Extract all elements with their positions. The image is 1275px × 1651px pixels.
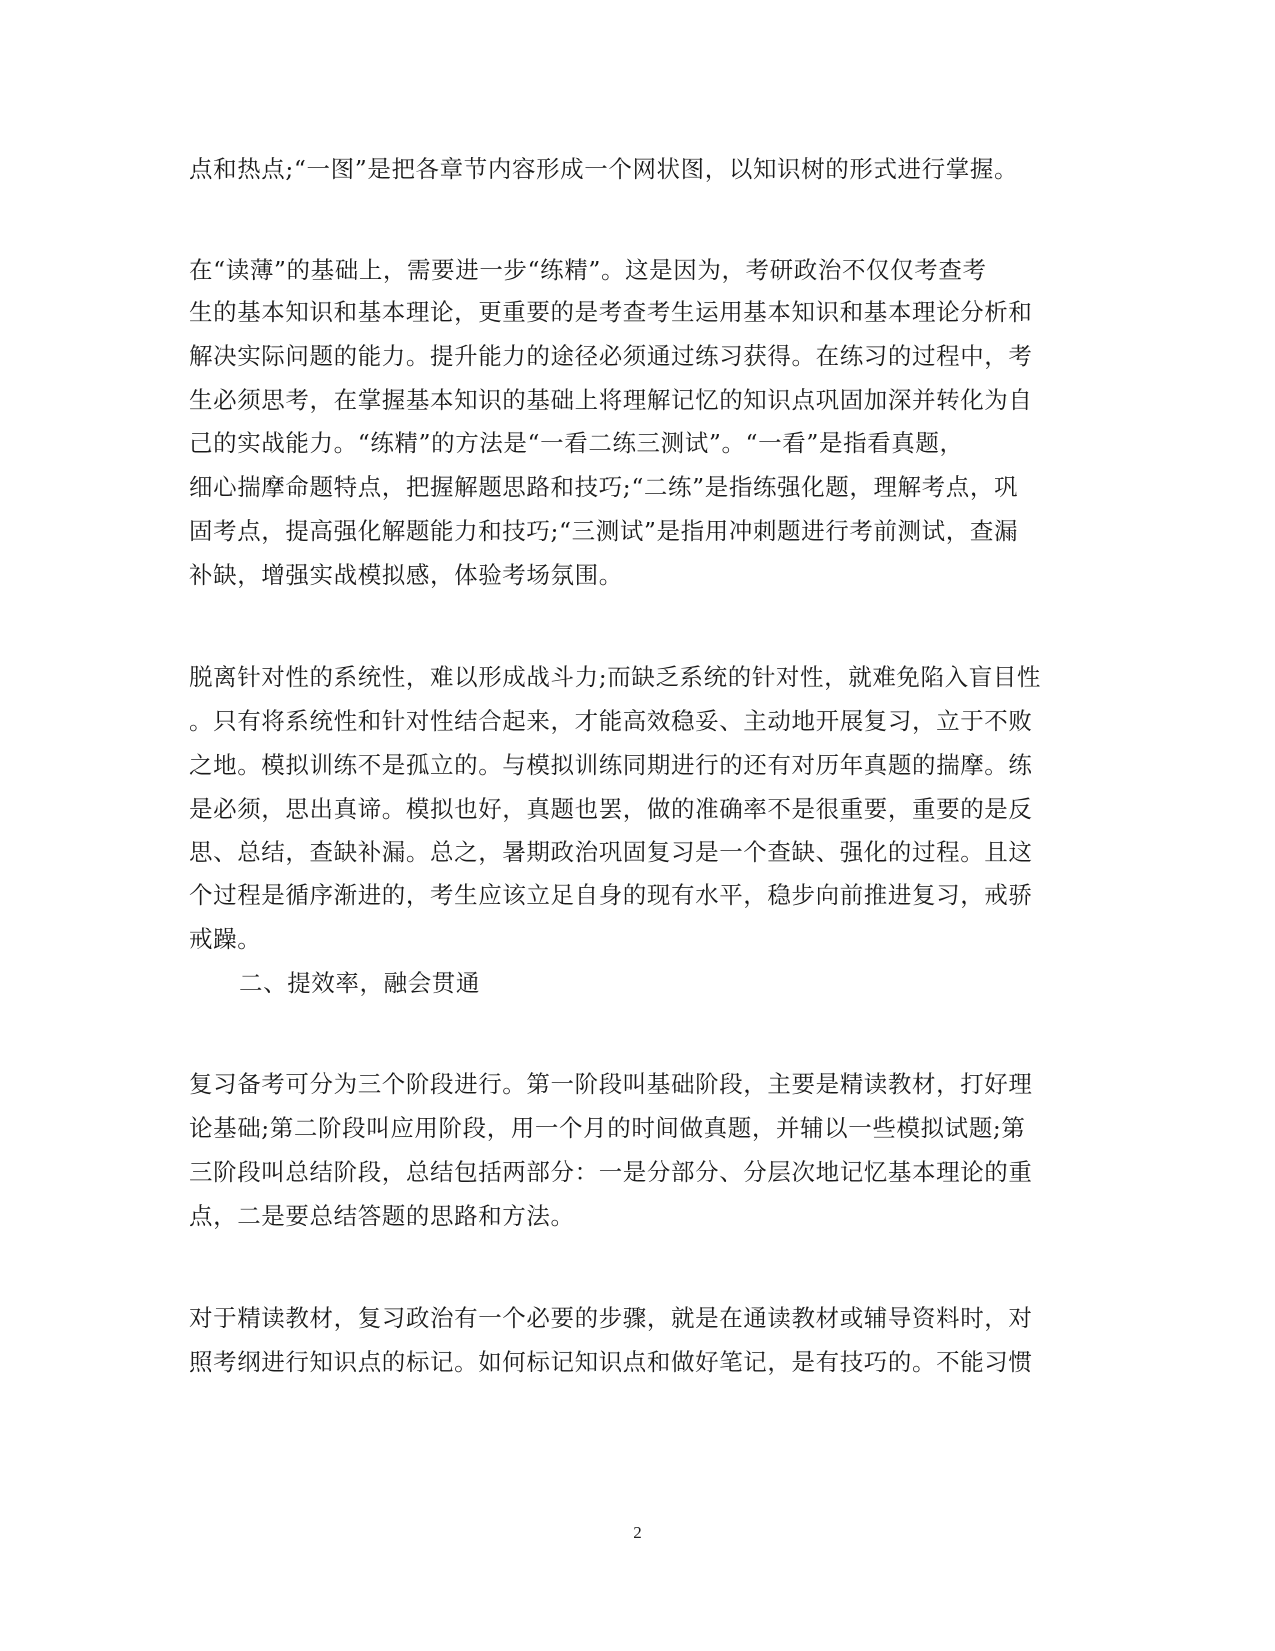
paragraph-line: 在“读薄”的基础上，需要进一步“练精”。这是因为，考研政治不仅仅考查考 (189, 256, 987, 284)
paragraph-line: 固考点，提高强化解题能力和技巧;“三测试”是指用冲刺题进行考前测试，查漏 (189, 517, 1019, 545)
paragraph-line: 思、总结，查缺补漏。总之，暑期政治巩固复习是一个查缺、强化的过程。且这 (189, 838, 1033, 866)
paragraph-line: 解决实际问题的能力。提升能力的途径必须通过练习获得。在练习的过程中，考 (189, 342, 1033, 370)
paragraph-line: 补缺，增强实战模拟感，体验考场氛围。 (189, 561, 623, 589)
paragraph-line: 照考纲进行知识点的标记。如何标记知识点和做好笔记，是有技巧的。不能习惯 (189, 1348, 1033, 1376)
paragraph-line: 戒躁。 (189, 925, 262, 953)
paragraph-line: 生必须思考，在掌握基本知识的基础上将理解记忆的知识点巩固加深并转化为自 (189, 386, 1033, 414)
paragraph-line: 对于精读教材，复习政治有一个必要的步骤，就是在通读教材或辅导资料时，对 (189, 1304, 1033, 1332)
paragraph-line: 三阶段叫总结阶段，总结包括两部分：一是分部分、分层次地记忆基本理论的重 (189, 1158, 1033, 1186)
paragraph-line: 细心揣摩命题特点，把握解题思路和技巧;“二练”是指练强化题，理解考点，巩 (189, 473, 1019, 501)
paragraph-line: 论基础;第二阶段叫应用阶段，用一个月的时间做真题，并辅以一些模拟试题;第 (189, 1114, 1026, 1142)
section-heading: 二、提效率，融会贯通 (239, 969, 480, 997)
paragraph-line: 复习备考可分为三个阶段进行。第一阶段叫基础阶段，主要是精读教材，打好理 (189, 1070, 1033, 1098)
paragraph-line: 己的实战能力。“练精”的方法是“一看二练三测试”。“一看”是指看真题， (189, 429, 964, 457)
page-number: 2 (633, 1523, 642, 1542)
paragraph-line: 点，二是要总结答题的思路和方法。 (189, 1202, 575, 1230)
paragraph-line: 是必须，思出真谛。模拟也好，真题也罢，做的准确率不是很重要，重要的是反 (189, 795, 1033, 823)
paragraph-line: 个过程是循序渐进的，考生应该立足自身的现有水平，稳步向前推进复习，戒骄 (189, 881, 1033, 909)
paragraph-line: 。只有将系统性和针对性结合起来，才能高效稳妥、主动地开展复习，立于不败 (189, 707, 1033, 735)
paragraph-line: 脱离针对性的系统性，难以形成战斗力;而缺乏系统的针对性，就难免陷入盲目性 (189, 663, 1042, 691)
paragraph-line: 之地。模拟训练不是孤立的。与模拟训练同期进行的还有对历年真题的揣摩。练 (189, 751, 1033, 779)
paragraph-line: 点和热点;“一图”是把各章节内容形成一个网状图，以知识树的形式进行掌握。 (189, 155, 1019, 183)
paragraph-line: 生的基本知识和基本理论，更重要的是考查考生运用基本知识和基本理论分析和 (189, 298, 1033, 326)
